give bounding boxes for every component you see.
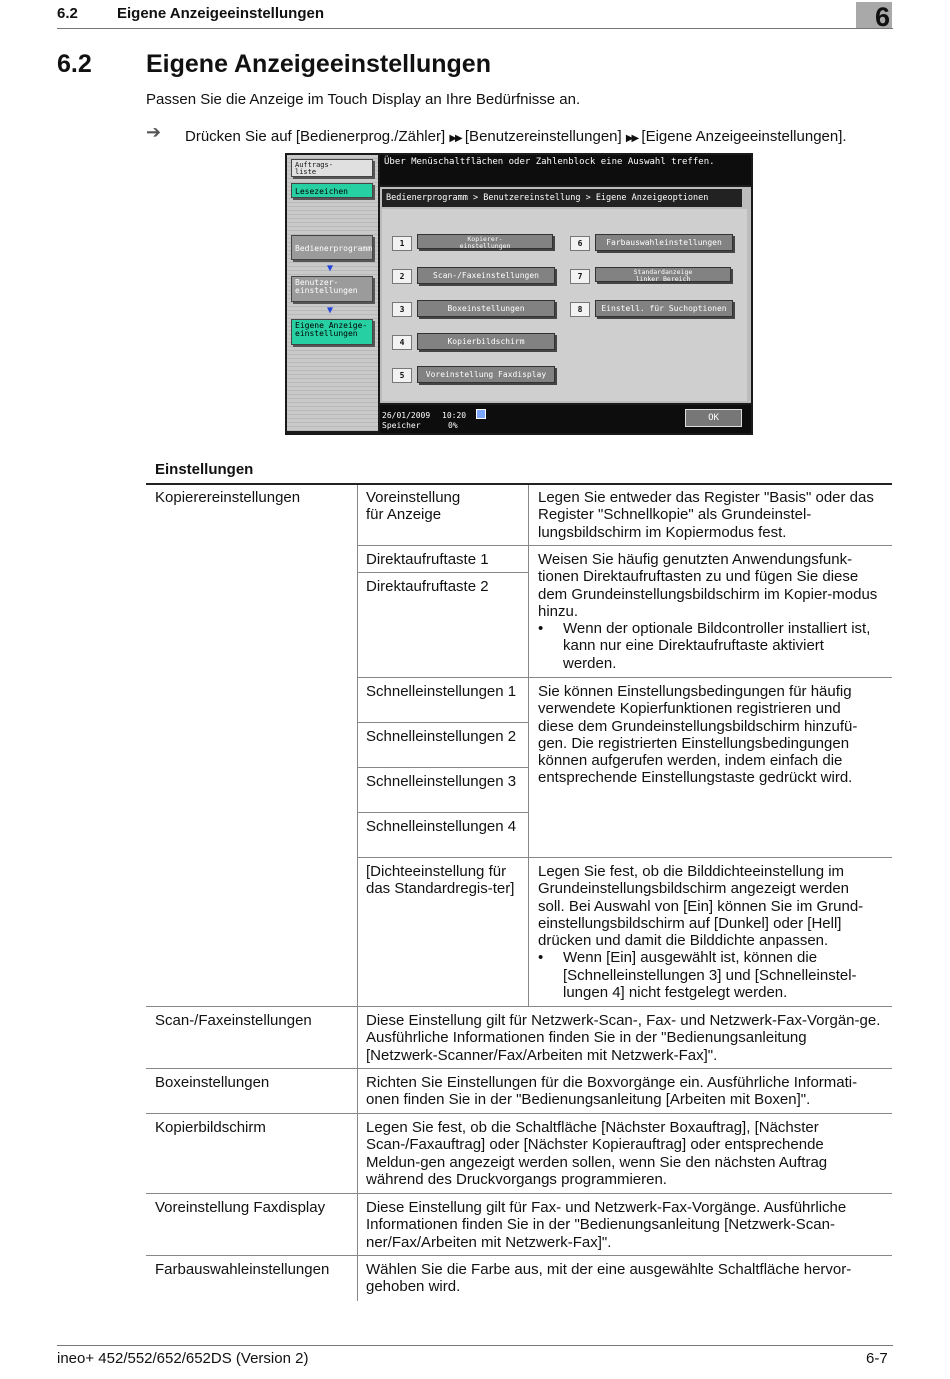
row-rule (146, 1255, 892, 1256)
row-label-color-selection: Farbauswahleinstellungen (155, 1261, 330, 1278)
footer-rule (57, 1345, 893, 1346)
option-fax-display-default[interactable]: Voreinstellung Faxdisplay (417, 366, 555, 383)
desc-box: Richten Sie Einstellungen für die Boxvorgänge ein. Ausführliche Informati-onen finden Sie in der "Bedienungsanleitung [Arbeiten mit Boxen]". (366, 1074, 858, 1109)
row-rule (146, 1068, 892, 1069)
desc-quick-settings: Sie können Einstellungsbedingungen für häufig verwendete Kopierfunktionen registrieren und diese dem Grundeinstellungsbildschirm hinzufü-gen. Die registrierten Einstellungsbedingungen können aufgerufen werden, indem einfach die entsprechende Einstellungstaste gedrückt wird. (538, 683, 858, 787)
screen-sidebar (287, 155, 378, 431)
footer-page-number: 6-7 (866, 1350, 888, 1367)
section-title: Eigene Anzeigeeinstellungen (146, 50, 491, 78)
header-rule (57, 28, 893, 29)
step-arrow-icon: ➔ (146, 122, 162, 142)
user-settings-button[interactable]: Benutzer- einstellungen (291, 276, 373, 302)
row-rule (357, 572, 528, 573)
row-rule (357, 857, 892, 858)
bookmark-button[interactable]: Lesezeichen (291, 183, 373, 198)
desc-density-bullet: • Wenn [Ein] ausgewählt ist, können die [Schnelleinstellungen 3] und [Schnelleinstel-lungen 4] nicht festgelegt werden. (538, 949, 878, 1001)
options-area (382, 209, 747, 401)
job-list-button[interactable]: Auftrags- liste (291, 159, 373, 177)
row-label-fax-display: Voreinstellung Faxdisplay (155, 1199, 326, 1216)
option-number: 6 (570, 236, 590, 251)
row-rule (357, 812, 528, 813)
table-top-rule (146, 483, 892, 485)
option-search-settings[interactable]: Einstell. für Suchoptionen (595, 300, 733, 317)
step-instruction (185, 128, 847, 145)
option-scan-fax-settings[interactable]: Scan-/Faxeinstellungen (417, 267, 555, 284)
column-divider (357, 485, 358, 1301)
arrow-down-icon: ▼ (327, 305, 334, 316)
step-part-1: Drücken Sie auf [Bedienerprog./Zähler] (185, 128, 446, 145)
step-part-3: [Eigene Anzeigeeinstellungen]. (641, 128, 847, 145)
memory-label: Speicher (382, 421, 421, 430)
option-number: 8 (570, 302, 590, 317)
screen-time: 10:20 (442, 411, 467, 420)
section-number: 6.2 (57, 50, 92, 78)
option-copy-screen[interactable]: Kopierbildschirm (417, 333, 555, 350)
option-number: 4 (392, 335, 412, 350)
row-label-scan-fax: Scan-/Faxeinstellungen (155, 1012, 312, 1029)
chapter-number: 6 (874, 2, 890, 32)
row-label-copy-screen: Kopierbildschirm (155, 1119, 266, 1136)
step-separator-icon: ▶▶ (625, 133, 638, 144)
row-rule (357, 677, 892, 678)
item-display-default: Voreinstellung für Anzeige (366, 489, 461, 524)
desc-shortcut-text: Weisen Sie häufig genutzten Anwendungsfunk-tionen Direktaufruftasten zu und fügen Sie diese dem Grundeinstellungsbildschirm im Kopier-modus hinzu. (538, 551, 878, 620)
desc-shortcut-keys (538, 551, 878, 672)
header-section-title: Eigene Anzeigeeinstellungen (117, 5, 324, 22)
step-separator-icon: ▶▶ (449, 133, 461, 144)
table-heading: Einstellungen (155, 461, 254, 478)
screen-breadcrumb: Bedienerprogramm > Benutzereinstellung > Eigene Anzeigeoptionen (382, 189, 742, 207)
row-rule (146, 1193, 892, 1194)
arrow-down-icon: ▼ (327, 263, 334, 274)
step-part-2: [Benutzereinstellungen] (464, 128, 622, 145)
item-shortcut-1: Direktaufruftaste 1 (366, 551, 489, 568)
row-rule (146, 1113, 892, 1114)
row-rule (357, 722, 528, 723)
desc-shortcut-bullet: • Wenn der optionale Bildcontroller installiert ist, kann nur eine Direktaufruftaste aktiviert werden. (538, 620, 878, 672)
option-number: 5 (392, 368, 412, 383)
option-number: 2 (392, 269, 412, 284)
item-quick-setting-2: Schnelleinstellungen 2 (366, 728, 517, 745)
item-shortcut-2: Direktaufruftaste 2 (366, 578, 489, 595)
custom-display-button[interactable]: Eigene Anzeige- einstellungen (291, 319, 373, 345)
header-section-number: 6.2 (57, 5, 78, 22)
desc-density-setting (538, 863, 878, 1001)
row-label-copier: Kopierereinstellungen (155, 489, 301, 506)
option-number: 1 (392, 236, 412, 251)
ok-button[interactable]: OK (685, 409, 742, 427)
screen-status-bar (380, 405, 751, 433)
column-divider (528, 485, 529, 1007)
screen-date: 26/01/2009 (382, 411, 431, 420)
touch-display-screenshot (285, 153, 753, 435)
desc-fax-display: Diese Einstellung gilt für Fax- und Netzwerk-Fax-Vorgänge. Ausführliche Informationen finden Sie in der "Bedienungsanleitung [Netzwerk-Scan-ner/Fax/Arbeiten mit Netzwerk-Fax]". (366, 1199, 847, 1251)
desc-copy-screen: Legen Sie fest, ob die Schaltfläche [Nächster Boxauftrag], [Nächster Scan-/Faxauftrag] oder [Nächster Kopierauftrag] oder entsprechende Meldun-gen angezeigt werden sollen, wenn Sie den nächsten Auftrag während des Druckvorgangs programmieren. (366, 1119, 828, 1188)
desc-scan-fax: Diese Einstellung gilt für Netzwerk-Scan-, Fax- und Netzwerk-Fax-Vorgän-ge. Ausführliche Informationen finden Sie in der "Bedienungsanleitung [Netzwerk-Scanner/Fax/Arbeiten mit Netzwerk-Fax]". (366, 1012, 881, 1064)
option-number: 3 (392, 302, 412, 317)
item-quick-setting-3: Schnelleinstellungen 3 (366, 773, 517, 790)
settings-panel (380, 187, 751, 403)
option-number: 7 (570, 269, 590, 284)
desc-density-text: Legen Sie fest, ob die Bilddichteeinstellung im Grundeinstellungsbildschirm angezeigt werden soll. Bei Auswahl von [Ein] können Sie im Grund-einstellungsbildschirm auf [Dunkel] oder [Hell] drücken und damit die Bilddichte anpassen. (538, 863, 864, 950)
memory-value: 0% (448, 421, 458, 430)
desc-color-selection: Wählen Sie die Farbe aus, mit der eine ausgewählte Schaltfläche hervor-gehoben wird. (366, 1261, 852, 1296)
footer-model: ineo+ 452/552/652/652DS (Version 2) (57, 1350, 309, 1367)
screen-message: Über Menüschaltflächen oder Zahlenblock eine Auswahl treffen. (380, 155, 751, 185)
intro-text: Passen Sie die Anzeige im Touch Display an Ihre Bedürfnisse an. (146, 91, 581, 108)
network-icon (476, 409, 486, 419)
row-rule (357, 545, 892, 546)
row-label-box: Boxeinstellungen (155, 1074, 270, 1091)
desc-display-default: Legen Sie entweder das Register "Basis" oder das Register "Schnellkopie" als Grundeinstel-lungsbildschirm im Kopiermodus fest. (538, 489, 874, 541)
row-rule (146, 1006, 892, 1007)
row-rule (357, 767, 528, 768)
option-copier-settings[interactable]: Kopierer- einstellungen (417, 234, 553, 249)
item-quick-setting-4: Schnelleinstellungen 4 (366, 818, 517, 835)
item-quick-setting-1: Schnelleinstellungen 1 (366, 683, 517, 700)
utility-button[interactable]: Bedienerprogramm (291, 235, 373, 260)
option-color-selection[interactable]: Farbauswahleinstellungen (595, 234, 733, 251)
option-box-settings[interactable]: Boxeinstellungen (417, 300, 555, 317)
option-left-panel-default[interactable]: Standardanzeige linker Bereich (595, 267, 731, 282)
item-density-setting: [Dichteeinstellung für das Standardregis-ter] (366, 863, 515, 898)
